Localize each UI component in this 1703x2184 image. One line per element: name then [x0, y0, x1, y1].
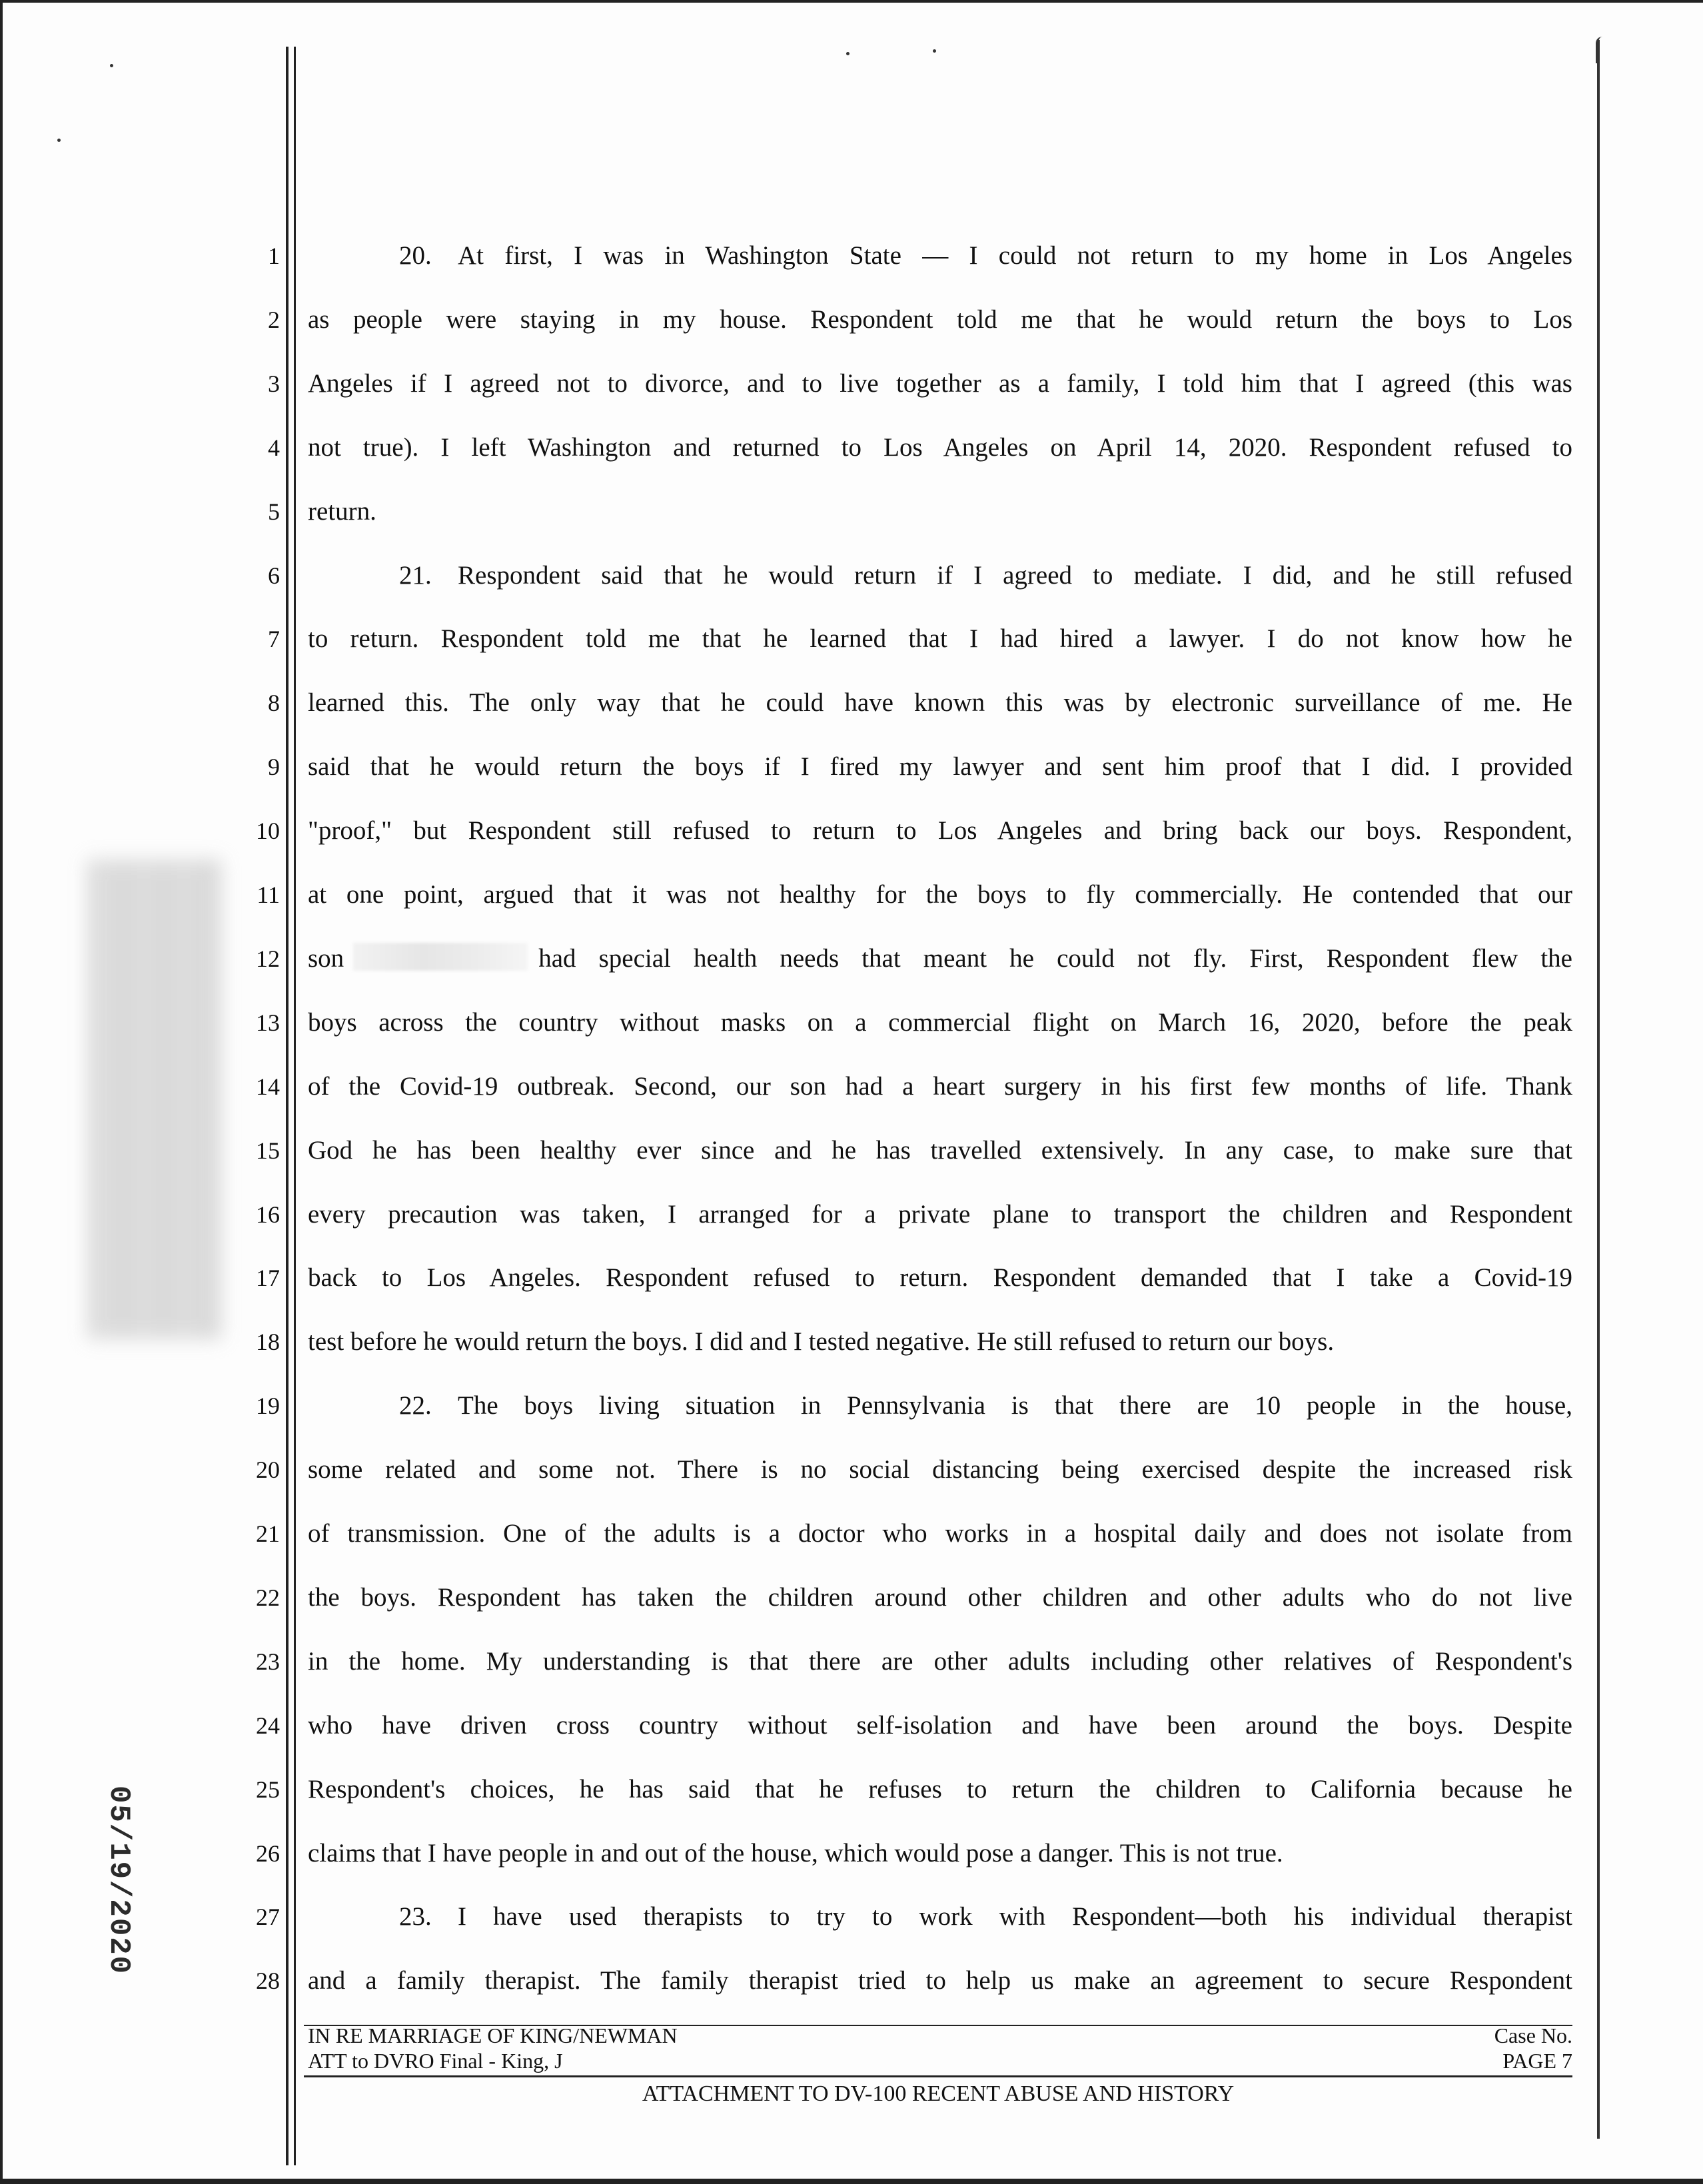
body-text-segment: Angeles if I agreed not to divorce, and to live together as a family, I told him that I agreed (this was	[308, 369, 1572, 398]
body-text-line	[308, 1836, 1572, 1871]
paragraph-number: 21.	[399, 561, 432, 590]
body-text-segment: test before he would return the boys. I did and I tested negative. He still refused to return our boys.	[308, 1327, 1335, 1356]
line-number: 25	[256, 1776, 280, 1803]
line-number: 6	[268, 562, 280, 589]
line-number: 21	[256, 1520, 280, 1547]
body-text-segment: said that he would return the boys if I fired my lawyer and sent him proof that I did. I provided	[308, 752, 1572, 781]
body-text-segment: who have driven cross country without self-isolation and have been around the boys. Despite	[308, 1711, 1572, 1740]
scan-edge-bottom	[0, 2179, 1703, 2184]
right-margin-rule	[1597, 40, 1600, 2139]
line-number: 11	[257, 881, 280, 908]
body-text-line	[308, 1708, 1572, 1743]
body-text-segment: to return. Respondent told me that he learned that I had hired a lawyer. I do not know how he	[308, 624, 1572, 653]
paragraph-number: 20.	[399, 241, 432, 270]
line-number: 23	[256, 1648, 280, 1675]
line-number: 13	[256, 1009, 280, 1036]
line-number: 12	[256, 945, 280, 972]
line-number: 2	[268, 306, 280, 333]
body-text-line	[308, 1133, 1572, 1168]
footer-case-no: Case No.	[1494, 2023, 1572, 2047]
line-number: 10	[256, 818, 280, 844]
body-text-line	[308, 686, 1572, 720]
body-text-segment: At first, I was in Washington State — I could not return to my home in Los Angeles	[458, 241, 1572, 270]
body-text-line	[308, 1452, 1572, 1487]
body-text-segment: I have used therapists to try to work with Respondent—both his individual therapist	[458, 1902, 1572, 1931]
body-text-line	[308, 430, 1572, 465]
body-text-line	[308, 1005, 1572, 1040]
scan-edge-left	[0, 0, 3, 2184]
scan-edge-top	[0, 0, 1703, 3]
line-number: 15	[256, 1137, 280, 1164]
line-number: 28	[256, 1967, 280, 1994]
body-text-segment: not true). I left Washington and returned to Los Angeles on April 14, 2020. Respondent refused to	[308, 433, 1572, 462]
line-number: 9	[268, 754, 280, 780]
body-text-line	[308, 1580, 1572, 1615]
body-text-segment: some related and some not. There is no social distancing being exercised despite the increased risk	[308, 1455, 1572, 1484]
line-number: 26	[256, 1840, 280, 1867]
line-number: 4	[268, 434, 280, 461]
margin-date-stamp	[99, 1786, 139, 1975]
line-number: 7	[268, 626, 280, 652]
body-text-segment: return.	[308, 497, 376, 526]
body-text-line	[308, 1069, 1572, 1104]
body-text-line	[308, 558, 1572, 593]
body-text-line	[308, 302, 1572, 337]
scan-speck	[846, 52, 850, 55]
footer-page-number: PAGE 7	[1502, 2049, 1572, 2073]
line-number: 14	[256, 1073, 280, 1100]
left-margin-rule-inner	[294, 47, 296, 2165]
body-text-segment: God he has been healthy ever since and he has travelled extensively. In any case, to make sure that	[308, 1136, 1572, 1165]
footer-attachment-title: ATTACHMENT TO DV-100 RECENT ABUSE AND HISTORY	[642, 2081, 1235, 2106]
body-text-line	[308, 366, 1572, 401]
scan-speck	[933, 49, 936, 53]
body-text-line	[308, 1900, 1572, 1934]
line-number: 22	[256, 1584, 280, 1611]
footer-file-name: ATT to DVRO Final - King, J	[308, 2049, 563, 2073]
body-text-line	[308, 1197, 1572, 1232]
body-text-segment: as people were staying in my house. Respondent told me that he would return the boys to Los	[308, 305, 1572, 334]
left-margin-rule	[286, 47, 288, 2165]
redacted-filing-stamp	[88, 859, 221, 1339]
body-text-line	[308, 494, 1572, 529]
line-number: 16	[256, 1201, 280, 1228]
redacted-name	[353, 943, 528, 971]
body-text-segment: Respondent said that he would return if I agreed to mediate. I did, and he still refused	[458, 561, 1572, 590]
body-text-segment: back to Los Angeles. Respondent refused to return. Respondent demanded that I take a Covid-19	[308, 1263, 1572, 1292]
margin-date-stamp-text: 05/19/2020	[102, 1786, 135, 1975]
line-number: 17	[256, 1265, 280, 1291]
line-number: 20	[256, 1456, 280, 1483]
body-text-line	[308, 1388, 1572, 1423]
body-text-line	[308, 1516, 1572, 1551]
line-number: 5	[268, 498, 280, 525]
body-text-line	[308, 1963, 1572, 1998]
body-text-segment: had special health needs that meant he could not fly. First, Respondent flew the	[538, 944, 1572, 973]
line-number: 3	[268, 370, 280, 397]
body-text-line	[308, 1261, 1572, 1295]
body-text-line	[308, 1772, 1572, 1807]
body-text-line	[308, 814, 1572, 848]
body-text-segment: Respondent's choices, he has said that he refuses to return the children to California because he	[308, 1775, 1572, 1804]
paragraph-number: 22.	[399, 1391, 432, 1420]
line-number: 1	[268, 243, 280, 269]
body-text-line	[308, 239, 1572, 273]
body-text-segment: every precaution was taken, I arranged for a private plane to transport the children and Respondent	[308, 1200, 1572, 1229]
body-text-segment: the boys. Respondent has taken the children around other children and other adults who do not live	[308, 1583, 1572, 1612]
line-number: 27	[256, 1904, 280, 1930]
body-text-segment: at one point, argued that it was not healthy for the boys to fly commercially. He contended that our	[308, 880, 1572, 909]
scan-speck	[110, 64, 113, 67]
body-text-segment: of transmission. One of the adults is a doctor who works in a hospital daily and does not isolate from	[308, 1519, 1572, 1548]
body-text-segment: The boys living situation in Pennsylvania is that there are 10 people in the house,	[458, 1391, 1572, 1420]
body-text-line	[308, 1644, 1572, 1679]
body-text-segment: learned this. The only way that he could have known this was by electronic surveillance of me. He	[308, 688, 1572, 717]
footer-rule-double	[304, 2075, 1572, 2077]
body-text-line	[308, 941, 1572, 976]
body-text-segment: "proof," but Respondent still refused to return to Los Angeles and bring back our boys. Respondent,	[308, 816, 1572, 845]
scan-speck	[57, 139, 61, 142]
body-text-line	[308, 1325, 1572, 1359]
body-text-segment: of the Covid-19 outbreak. Second, our son had a heart surgery in his first few months of life. Thank	[308, 1072, 1572, 1101]
body-text-line	[308, 622, 1572, 656]
line-number: 24	[256, 1712, 280, 1739]
body-text-line	[308, 750, 1572, 784]
body-text-segment: son	[308, 944, 344, 973]
line-number: 18	[256, 1329, 280, 1355]
body-text-line	[308, 877, 1572, 912]
paragraph-number: 23.	[399, 1902, 432, 1931]
line-number: 8	[268, 690, 280, 716]
body-text-segment: and a family therapist. The family therapist tried to help us make an agreement to secure Respondent	[308, 1966, 1572, 1995]
line-number: 19	[256, 1392, 280, 1419]
body-text-segment: in the home. My understanding is that there are other adults including other relatives of Respondent's	[308, 1647, 1572, 1676]
body-text-segment: boys across the country without masks on a commercial flight on March 16, 2020, before the peak	[308, 1008, 1572, 1037]
footer-case-caption: IN RE MARRIAGE OF KING/NEWMAN	[308, 2023, 678, 2047]
body-text-segment: claims that I have people in and out of the house, which would pose a danger. This is not true.	[308, 1839, 1283, 1868]
